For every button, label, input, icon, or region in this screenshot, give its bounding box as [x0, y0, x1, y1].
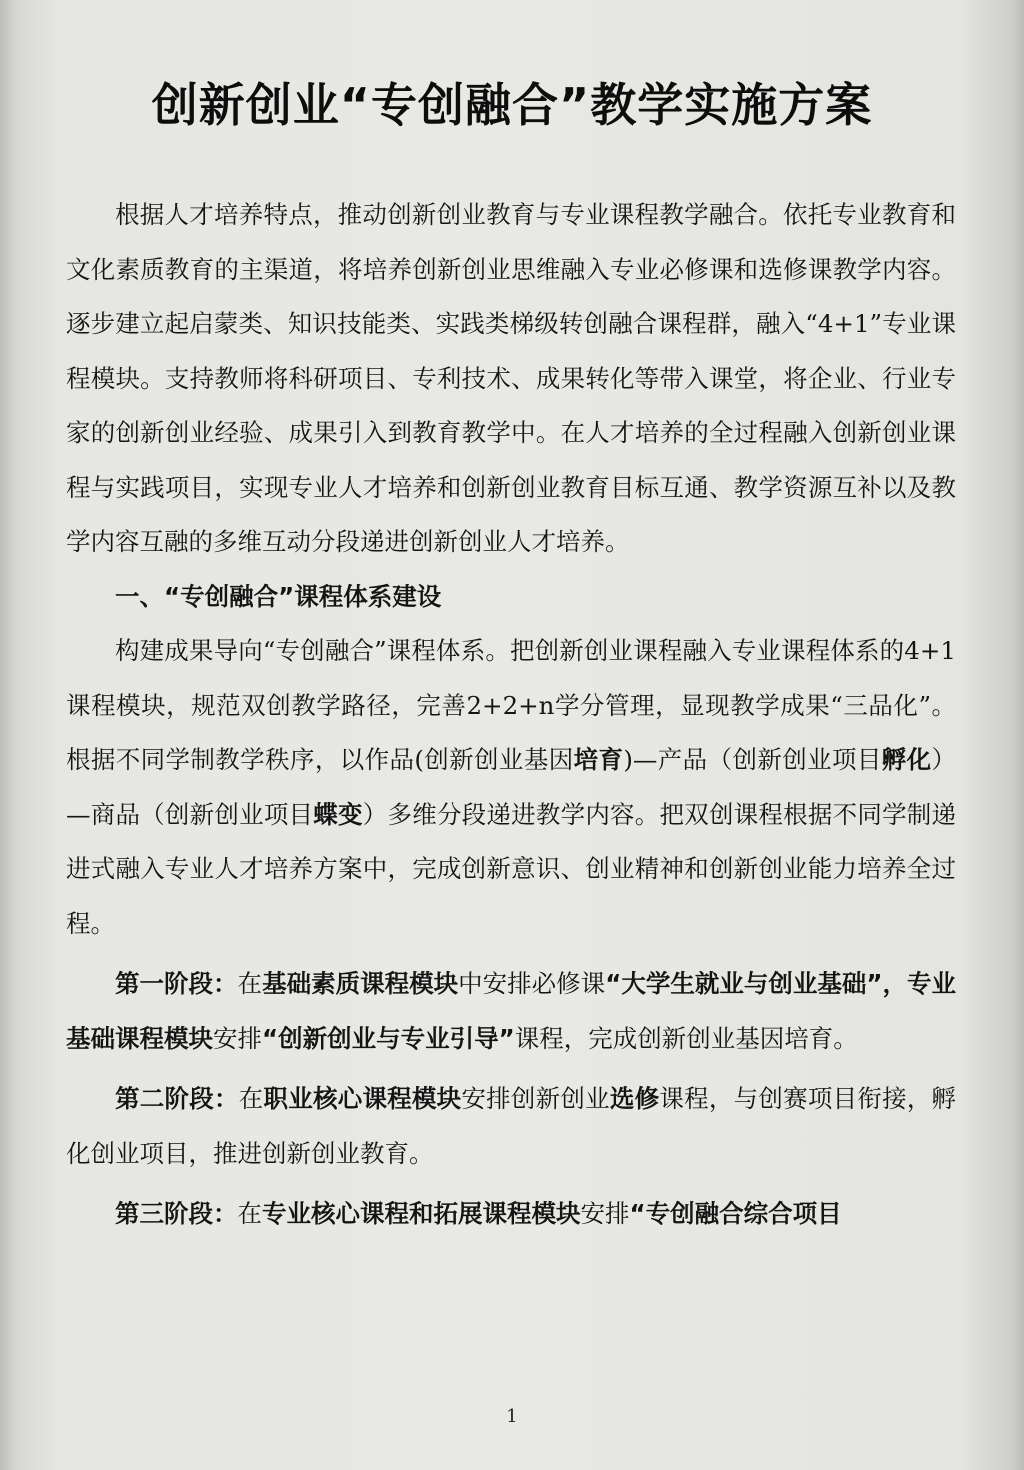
- stage-three-paragraph: [66, 1187, 956, 1242]
- section-heading: 一、“专创融合”课程体系建设: [115, 581, 442, 611]
- stage-text: 安排: [580, 1199, 630, 1228]
- stage-text: 中安排必修课: [458, 969, 606, 998]
- document-body: [66, 188, 956, 1242]
- intro-paragraph: 根据人才培养特点，推动创新创业教育与专业课程教学融合。依托专业教育和文化素质教育的主渠道，将培养创新创业思维融入专业必修课和选修课教学内容。逐步建立起启蒙类、知识技能类、实践类梯级转创融合课程群，融入“4+1”专业课程模块。支持教师将科研项目、专利技术、成果转化等带入课堂，将企业、行业专家的创新创业经验、成果引入到教育教学中。在人才培养的全过程融入创新创业课程与实践项目，实现专业人才培养和创新创业教育目标互通、教学资源互补以及教学内容互融的多维互动分段递进创新创业人才培养。: [66, 200, 956, 556]
- stage-course: “创新创业与专业引导”: [262, 1023, 515, 1053]
- curriculum-keyword-incubate: 孵化: [881, 745, 932, 774]
- stage-text: 安排: [213, 1023, 262, 1053]
- curriculum-text: ）多维分段递进教学内容。把双创课程根据不同学制递进式融入专业人才培养方案中，完成创新意识、创业精神和创新创业能力培养全过程。: [66, 799, 957, 938]
- stage-text: 在: [237, 1199, 262, 1228]
- stage-one-paragraph: [66, 957, 956, 1066]
- curriculum-text: ）—商品（创新创业项目: [66, 745, 957, 829]
- stage-text: 课程，完成创新创业基因培育。: [514, 1023, 858, 1053]
- stage-module: 职业核心课程模块: [263, 1084, 462, 1113]
- stage-text: 课程，与创赛项目衔接，孵化创业项目，推进创新创业教育。: [66, 1084, 957, 1168]
- curriculum-text: )—产品（创新创业项目: [623, 745, 882, 774]
- page-number: 1: [506, 1406, 518, 1427]
- stage-course: “专创融合综合项目: [629, 1199, 842, 1228]
- stage-text: 在: [238, 1084, 264, 1113]
- document-title: 创新创业“专创融合”教学实施方案: [151, 78, 873, 132]
- stage-text: 安排创新创业: [461, 1084, 610, 1113]
- stage-module: 专业核心课程和拓展课程模块: [262, 1199, 581, 1228]
- stage-label: 第三阶段：: [115, 1199, 238, 1228]
- stage-label: 第一阶段：: [115, 969, 238, 998]
- stage-label: 第二阶段：: [115, 1084, 239, 1113]
- curriculum-paragraph: [66, 624, 956, 951]
- curriculum-keyword-transform: 蝶变: [313, 799, 363, 829]
- stage-keyword: 选修: [609, 1084, 660, 1113]
- stage-two-paragraph: [66, 1072, 956, 1181]
- curriculum-text: 构建成果导向“专创融合”课程体系。把创新创业课程融入专业课程体系的4+1课程模块，规范双创教学路径，完善2+2+n学分管理，显现教学成果“三品化”。根据不同学制教学秩序，以作品(创新创业基因: [66, 636, 956, 774]
- curriculum-keyword-cultivate: 培育: [573, 745, 624, 774]
- stage-course: “大学生就业与创业基础”，专业基础课程模块: [66, 969, 957, 1053]
- stage-module: 基础素质课程模块: [262, 969, 459, 998]
- stage-text: 在: [237, 969, 263, 998]
